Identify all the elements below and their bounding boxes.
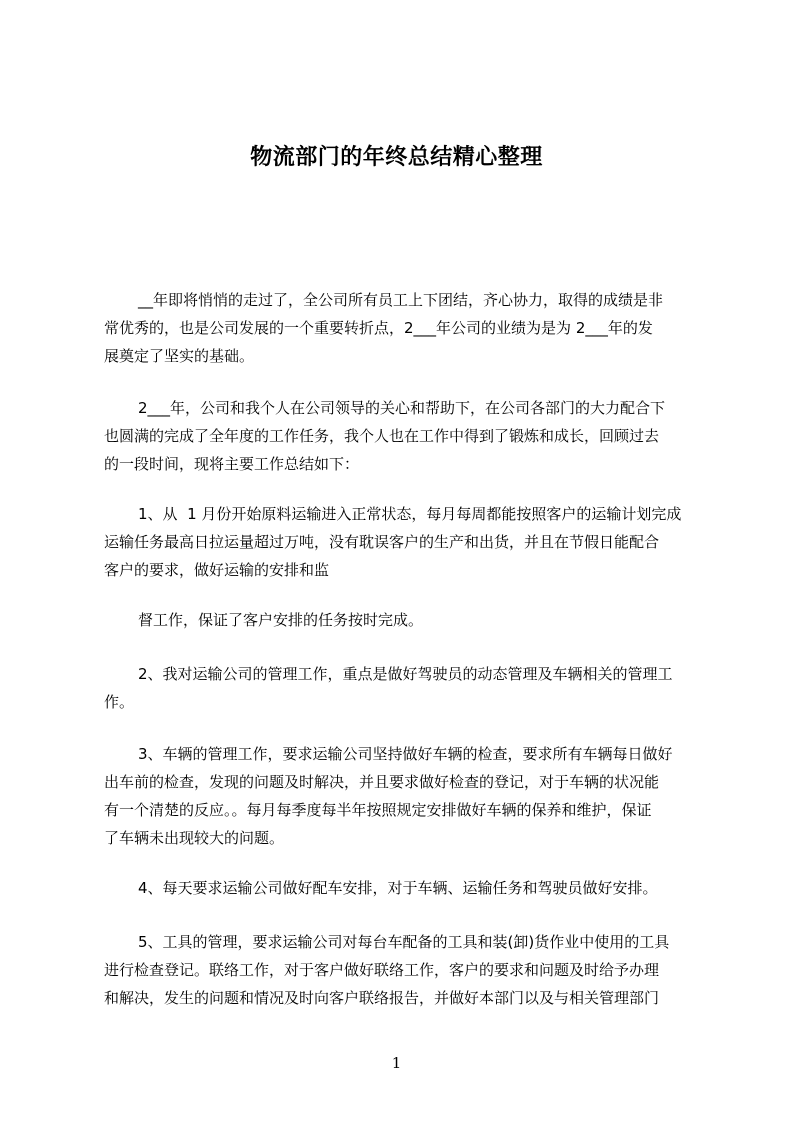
paragraph-line: 有一个清楚的反应。。每月每季度每半年按照规定安排做好车辆的保养和维护，保证	[104, 801, 652, 819]
paragraph-line: 的一段时间，现将主要工作总结如下：	[104, 455, 360, 473]
paragraph-line: 进行检查登记。联络工作，对于客户做好联络工作，客户的要求和问题及时给予办理	[104, 961, 660, 979]
paragraph-item-4	[104, 874, 716, 902]
paragraph-line: 了车辆未出现较大的问题。	[104, 829, 285, 847]
paragraph-line: 客户的要求，做好运输的安排和监	[104, 561, 330, 579]
paragraph-line: 运输任务最高日拉运量超过万吨，没有耽误客户的生产和出货，并且在节假日能配合	[104, 533, 660, 551]
paragraph-item-2	[104, 660, 716, 716]
paragraph-intro	[104, 286, 716, 370]
paragraph-item-1	[104, 500, 716, 584]
paragraph-line: 作。	[104, 693, 135, 711]
paragraph-item-5	[104, 928, 716, 1012]
paragraph-item-3	[104, 740, 716, 852]
paragraph-summary	[104, 394, 716, 478]
paragraph-line: 出车前的检查，发现的问题及时解决，并且要求做好检查的登记，对于车辆的状况能	[104, 773, 660, 791]
paragraph-line: 3、车辆的管理工作，要求运输公司坚持做好车辆的检查，要求所有车辆每日做好	[138, 745, 673, 763]
paragraph-item-1-continued	[104, 606, 716, 634]
paragraph-line: 督工作，保证了客户安排的任务按时完成。	[138, 611, 424, 629]
paragraph-line: 展奠定了坚实的基础。	[104, 347, 255, 365]
document-title: 物流部门的年终总结精心整理	[250, 145, 543, 170]
paragraph-line: 2___年，公司和我个人在公司领导的关心和帮助下，在公司各部门的大力配合下	[138, 399, 666, 417]
paragraph-line: __年即将悄悄的走过了，全公司所有员工上下团结，齐心协力，取得的成绩是非	[138, 291, 664, 309]
paragraph-line: 5、工具的管理，要求运输公司对每台车配备的工具和装(卸)货作业中使用的工具	[138, 933, 670, 951]
paragraph-line: 常优秀的，也是公司发展的一个重要转折点，2___年公司的业绩为是为 2___年的发	[104, 319, 653, 337]
paragraph-line: 4、每天要求运输公司做好配车安排，对于车辆、运输任务和驾驶员做好安排。	[138, 879, 658, 897]
paragraph-line: 和解决，发生的问题和情况及时向客户联络报告，并做好本部门以及与相关管理部门	[104, 989, 660, 1007]
paragraph-line: 1、从 1 月份开始原料运输进入正常状态，每月每周都能按照客户的运输计划完成	[138, 505, 682, 523]
paragraph-line: 也圆满的完成了全年度的工作任务，我个人也在工作中得到了锻炼和成长，回顾过去	[104, 427, 660, 445]
page-number: 1	[391, 1054, 402, 1072]
paragraph-line: 2、我对运输公司的管理工作，重点是做好驾驶员的动态管理及车辆相关的管理工	[138, 665, 673, 683]
